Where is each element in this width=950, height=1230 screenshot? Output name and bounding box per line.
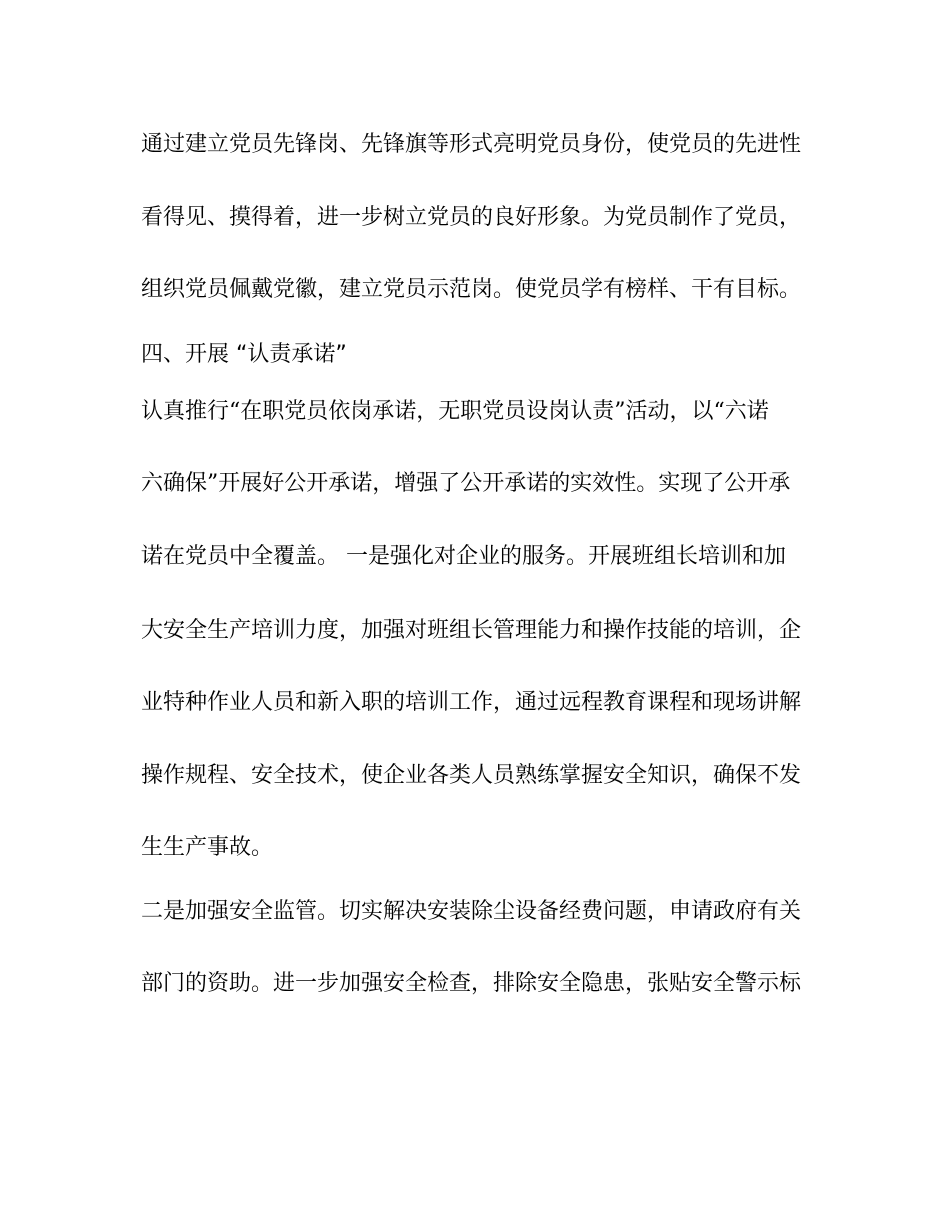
text-line: 二是加强安全监管。切实解决安装除尘设备经费问题，申请政府有关	[141, 899, 802, 924]
text-line: 生生产事故。	[141, 835, 274, 860]
text-line: 诺在党员中全覆盖。 一是强化对企业的服务。开展班组长培训和加	[141, 544, 786, 569]
text-line: 大安全生产培训力度，加强对班组长管理能力和操作技能的培训，企	[141, 618, 802, 643]
text-line: 操作规程、安全技术，使企业各类人员熟练掌握安全知识，确保不发	[141, 763, 802, 788]
text-line: 部门的资助。进一步加强安全检查，排除安全隐患，张贴安全警示标	[141, 971, 802, 996]
text-line: 组织党员佩戴党徽，建立党员示范岗。使党员学有榜样、干有目标。	[141, 277, 802, 302]
section-heading: 四、开展 “认责承诺”	[141, 342, 347, 367]
text-line: 看得见、摸得着，进一步树立党员的良好形象。为党员制作了党员，	[141, 205, 802, 230]
text-line: 认真推行“在职党员依岗承诺，无职党员设岗认责”活动，以“六诺	[141, 399, 769, 424]
text-line: 业特种作业人员和新入职的培训工作，通过远程教育课程和现场讲解	[141, 690, 802, 715]
text-line: 六确保”开展好公开承诺，增强了公开承诺的实效性。实现了公开承	[141, 471, 791, 496]
text-line: 通过建立党员先锋岗、先锋旗等形式亮明党员身份，使党员的先进性	[141, 132, 802, 157]
